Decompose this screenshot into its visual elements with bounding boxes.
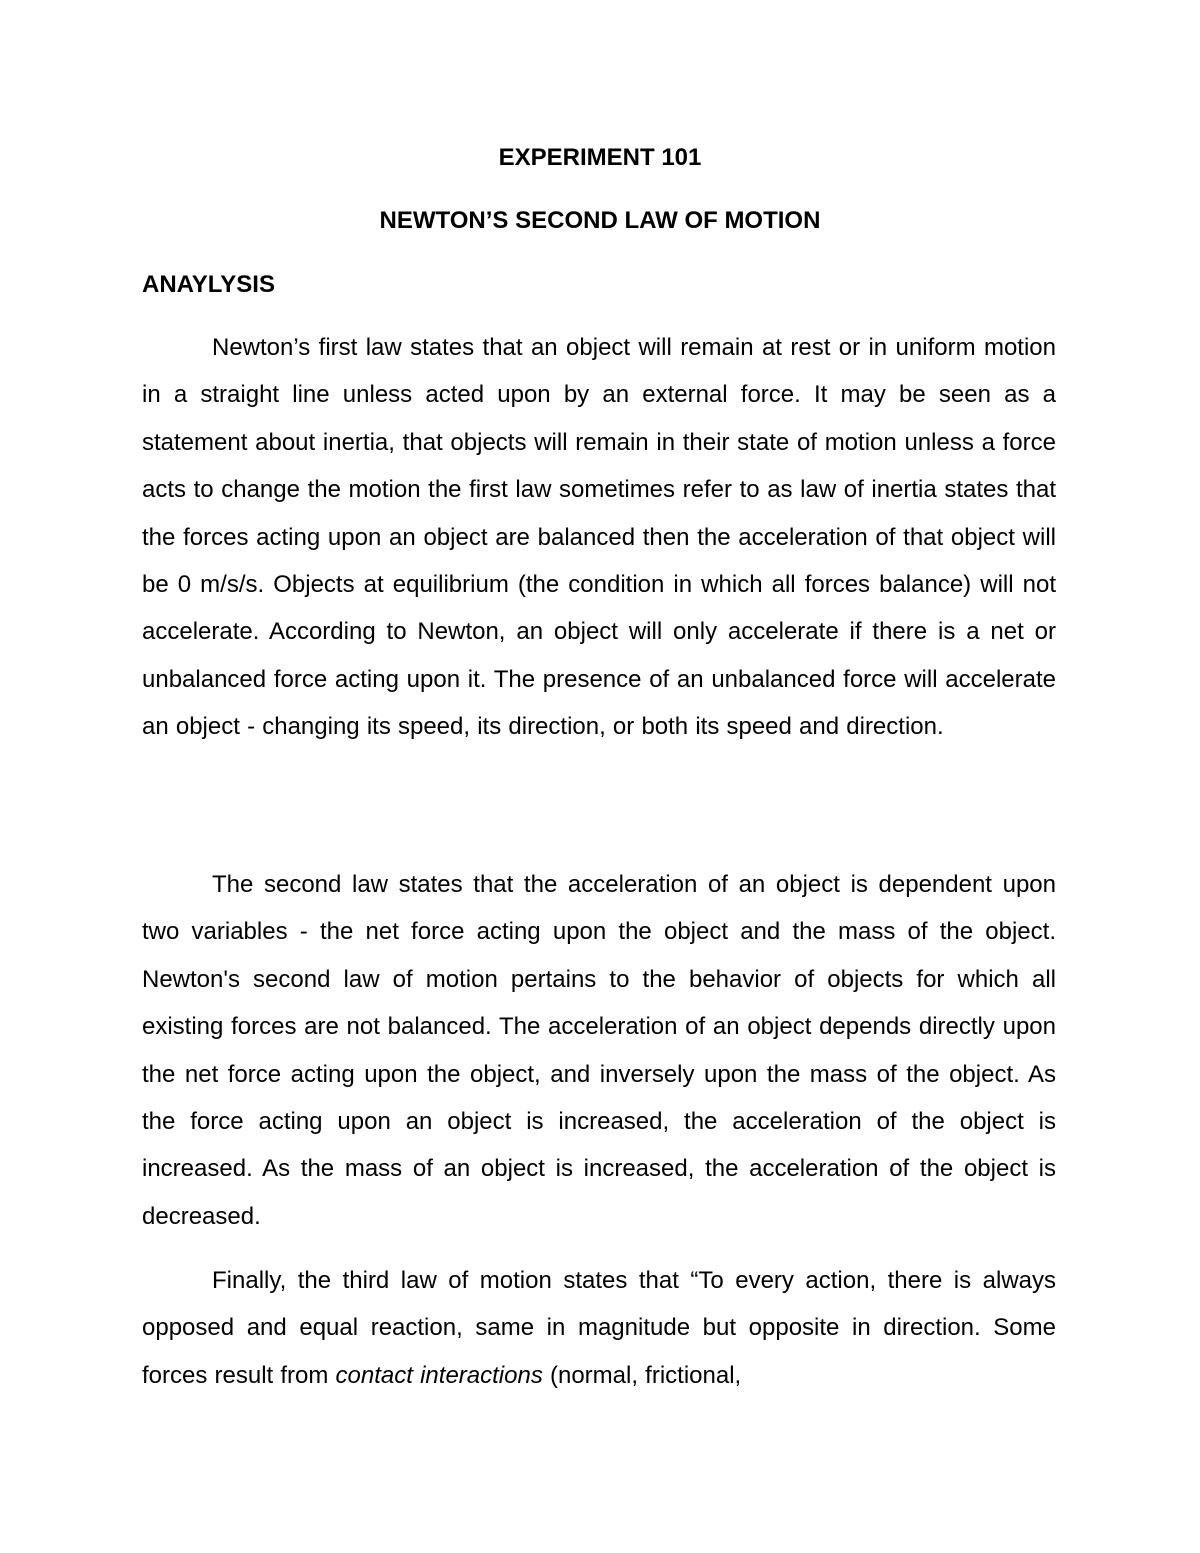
- paragraph-third-law-text-before: Finally, the third law of motion states that “To every action, there is always opposed and equal reaction, same in magnitude but opposite in direction. Some forces result from: [142, 1267, 1056, 1389]
- document-title: EXPERIMENT 101: [498, 144, 702, 171]
- paragraph-third-law-italic: contact interactions: [335, 1361, 543, 1389]
- document-subtitle: NEWTON’S SECOND LAW OF MOTION: [379, 207, 821, 234]
- paragraph-first-law: Newton’s first law states that an object will remain at rest or in uniform motion in a straight line unless acted upon by an external force. It may be seen as a statement about inertia, that objects will remain in their state of motion unless a force acts to change the motion the first law sometimes refer to as law of inertia states that the forces acting upon an object are balanced then the acceleration of that object will be 0 m/s/s. Objects at equilibrium (the condition in which all forces balance) will not accelerate. According to Newton, an object will only accelerate if there is a net or unbalanced force acting upon it. The presence of an unbalanced force will accelerate an object - changing its speed, its direction, or both its speed and direction.: [142, 334, 1056, 741]
- paragraph-third-law: [142, 1257, 1056, 1399]
- section-heading: ANAYLYSIS: [142, 271, 275, 298]
- paragraph-third-law-text-after: (normal, frictional,: [542, 1361, 742, 1389]
- paragraph-second-law: The second law states that the acceleration of an object is dependent upon two variables - the net force acting upon the object and the mass of the object. Newton's second law of motion pertains to the behavior of objects for which all existing forces are not balanced. The acceleration of an object depends directly upon the net force acting upon the object, and inversely upon the mass of the object. As the force acting upon an object is increased, the acceleration of the object is increased. As the mass of an object is increased, the acceleration of the object is decreased.: [142, 871, 1056, 1230]
